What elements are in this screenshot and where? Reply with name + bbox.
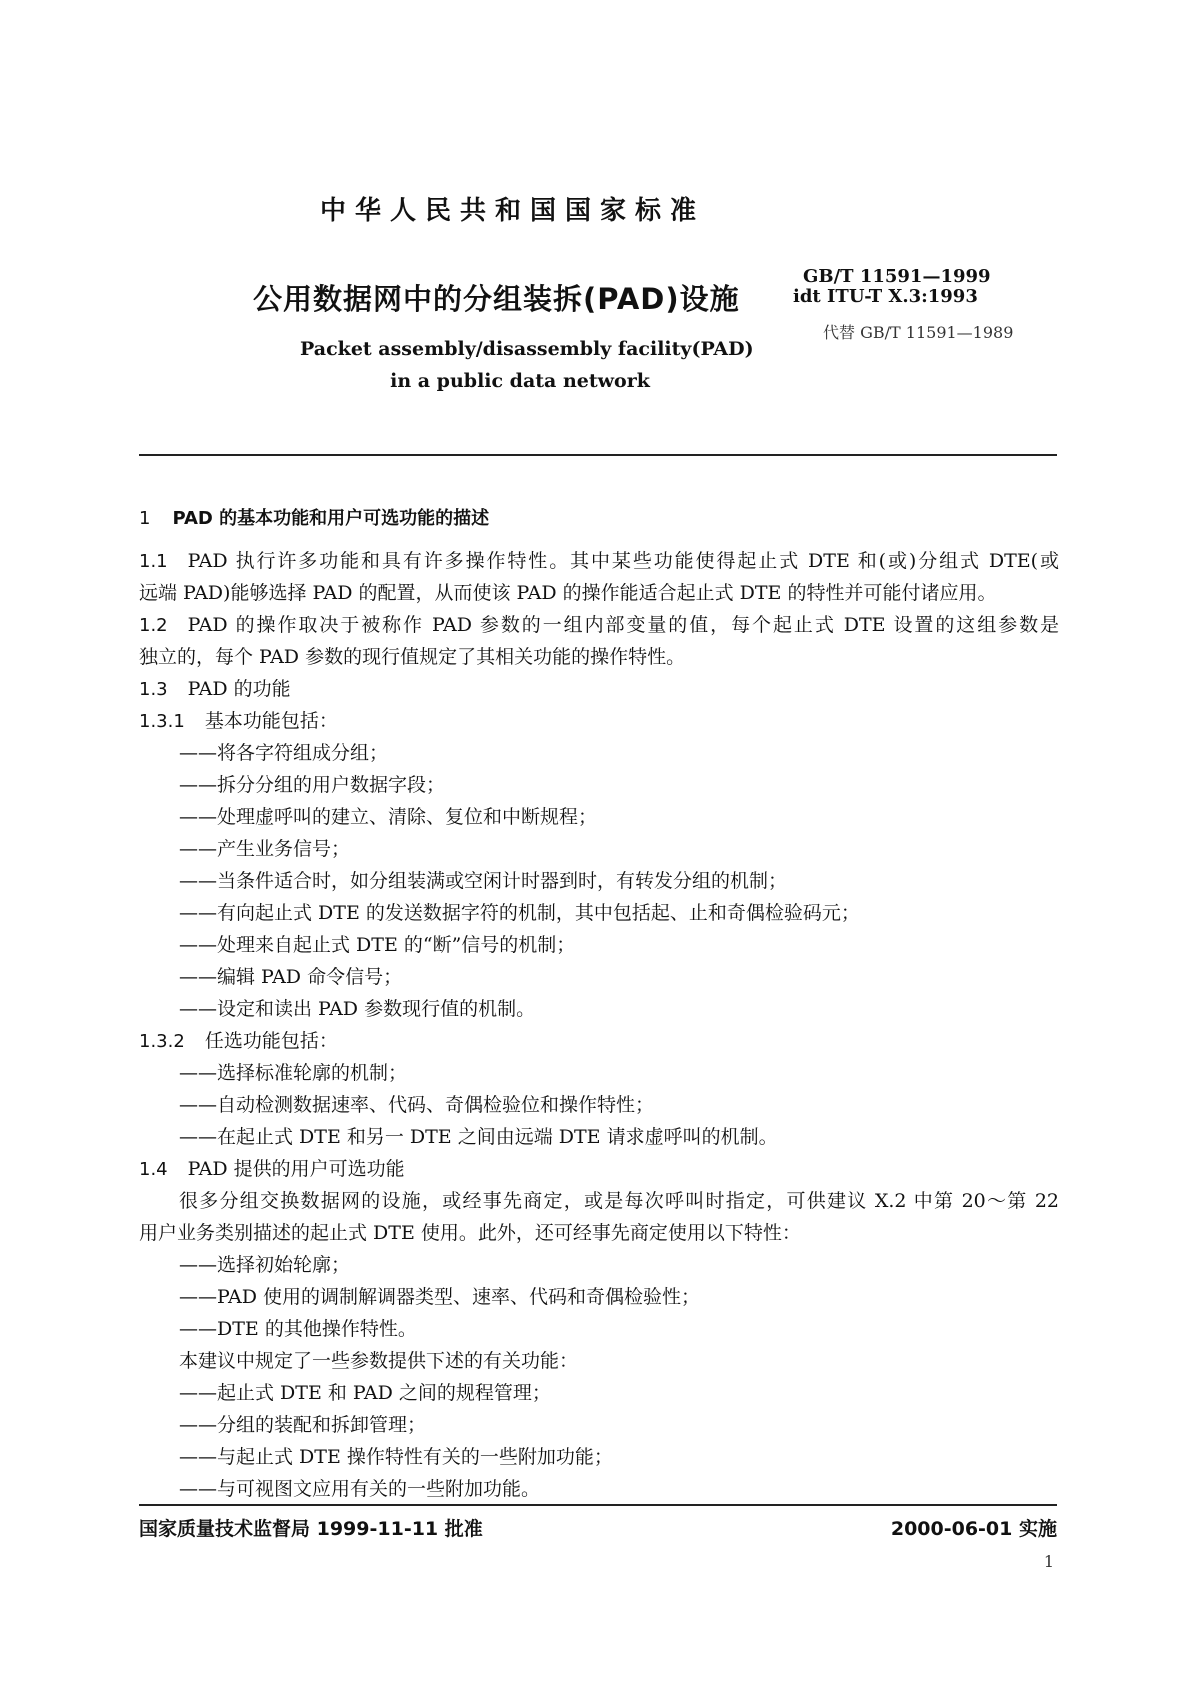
document-title-en-line2: in a public data network <box>390 370 650 392</box>
paragraph-1-1-line2: 远端 PAD)能够选择 PAD 的配置，从而使该 PAD 的操作能适合起止式 DTE 的特性并可能付诸应用。 <box>139 582 997 604</box>
list-item: ——处理来自起止式 DTE 的“断”信号的机制； <box>179 934 576 956</box>
footer-divider <box>139 1504 1057 1506</box>
paragraph-1-4-line1: 很多分组交换数据网的设施，或经事先商定，或是每次呼叫时指定，可供建议 X.2 中第 20～第 22 <box>179 1190 1059 1212</box>
paragraph-1-4-line2: 用户业务类别描述的起止式 DTE 使用。此外，还可经事先商定使用以下特性： <box>139 1222 801 1244</box>
list-item: ——与可视图文应用有关的一些附加功能。 <box>179 1478 541 1500</box>
national-standard-heading: 中华人民共和国国家标准 <box>320 196 706 226</box>
header-divider <box>139 454 1057 456</box>
list-item: ——当条件适合时，如分组装满或空闲计时器到时，有转发分组的机制； <box>179 870 788 892</box>
list-item: ——产生业务信号； <box>179 838 351 860</box>
list-item: ——有向起止式 DTE 的发送数据字符的机制，其中包括起、止和奇偶检验码元； <box>179 902 860 924</box>
list-item: ——编辑 PAD 命令信号； <box>179 966 403 988</box>
list-item: ——起止式 DTE 和 PAD 之间的规程管理； <box>179 1382 551 1404</box>
list-item: ——处理虚呼叫的建立、清除、复位和中断规程； <box>179 806 598 828</box>
document-title-cn: 公用数据网中的分组装拆(PAD)设施 <box>253 282 740 316</box>
list-item: ——DTE 的其他操作特性。 <box>179 1318 417 1340</box>
paragraph-1-2-line1: 1.2 PAD 的操作取决于被称作 PAD 参数的一组内部变量的值，每个起止式 DTE 设置的这组参数是 <box>139 614 1059 636</box>
list-item: ——分组的装配和拆卸管理； <box>179 1414 427 1436</box>
section-heading: 1 PAD 的基本功能和用户可选功能的描述 <box>139 508 490 529</box>
list-item: ——拆分分组的用户数据字段； <box>179 774 446 796</box>
subsection-1-4-heading: 1.4 PAD 提供的用户可选功能 <box>139 1158 405 1180</box>
list-item: ——PAD 使用的调制解调器类型、速率、代码和奇偶检验性； <box>179 1286 701 1308</box>
list-item: ——与起止式 DTE 操作特性有关的一些附加功能； <box>179 1446 613 1468</box>
effective-date: 2000-06-01 实施 <box>890 1518 1057 1540</box>
paragraph-1-1-line1: 1.1 PAD 执行许多功能和具有许多操作特性。其中某些功能使得起止式 DTE 和(或)分组式 DTE(或 <box>139 550 1059 572</box>
document-title-en-line1: Packet assembly/disassembly facility(PAD) <box>300 338 754 360</box>
standard-number: GB/T 11591—1999 <box>803 266 991 287</box>
replaces-standard: 代替 GB/T 11591—1989 <box>823 323 1014 342</box>
page-number: 1 <box>1043 1552 1054 1571</box>
approval-date: 国家质量技术监督局 1999-11-11 批准 <box>139 1518 483 1540</box>
paragraph-1-2-line2: 独立的，每个 PAD 参数的现行值规定了其相关功能的操作特性。 <box>139 646 686 668</box>
subsection-1-3-heading: 1.3 PAD 的功能 <box>139 678 291 700</box>
list-item: ——选择初始轮廓； <box>179 1254 351 1276</box>
list-item: ——在起止式 DTE 和另一 DTE 之间由远端 DTE 请求虚呼叫的机制。 <box>179 1126 778 1148</box>
list-item: ——自动检测数据速率、代码、奇偶检验位和操作特性； <box>179 1094 655 1116</box>
list-item: ——选择标准轮廓的机制； <box>179 1062 408 1084</box>
subsection-1-3-1-heading: 1.3.1 基本功能包括： <box>139 710 338 732</box>
list-item: ——设定和读出 PAD 参数现行值的机制。 <box>179 998 536 1020</box>
paragraph-1-4-intro: 本建议中规定了一些参数提供下述的有关功能： <box>179 1350 579 1372</box>
subsection-1-3-2-heading: 1.3.2 任选功能包括： <box>139 1030 338 1052</box>
identical-standard: idt ITU-T X.3:1993 <box>793 286 978 307</box>
list-item: ——将各字符组成分组； <box>179 742 389 764</box>
